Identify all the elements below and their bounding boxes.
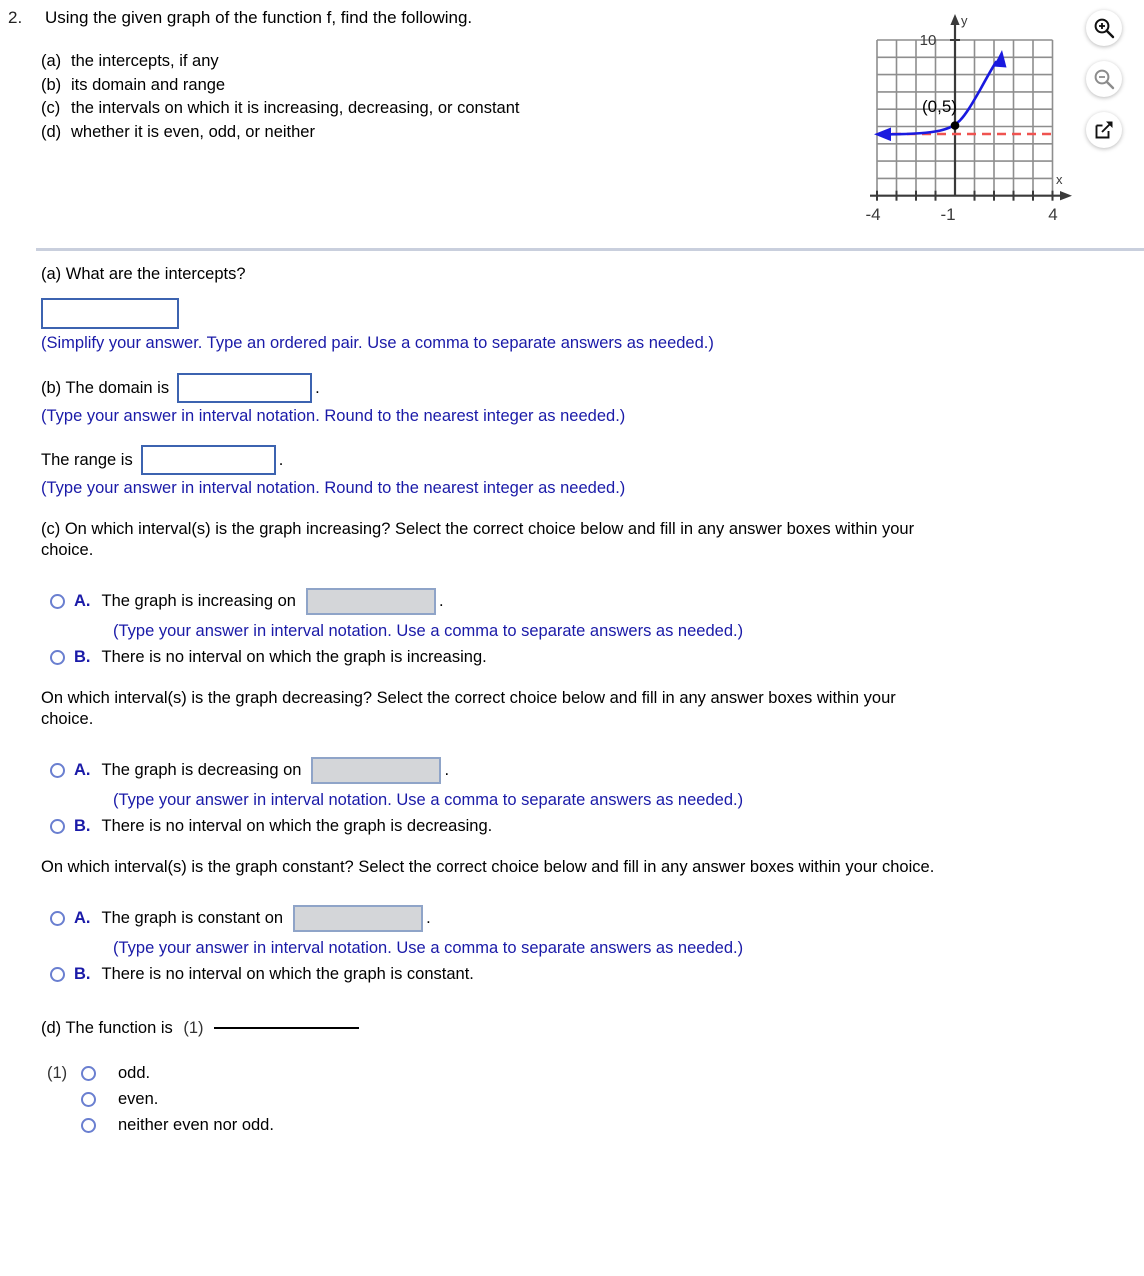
domain-label: (b) The domain is	[41, 378, 170, 397]
graph-canvas	[860, 4, 1075, 234]
increasing-choice-a-text: The graph is increasing on	[101, 592, 296, 610]
graph-gridlines	[877, 40, 1053, 196]
answer-block-constant	[41, 857, 1141, 984]
constant-choice-a-letter: A.	[74, 909, 91, 927]
increasing-choice-b-letter: B.	[74, 648, 91, 666]
zoom-in-button[interactable]	[1086, 10, 1122, 46]
function-graph[interactable]	[860, 4, 1075, 234]
increasing-choice-b-radio[interactable]	[50, 650, 65, 665]
popout-icon	[1093, 119, 1115, 141]
section-divider	[36, 248, 1144, 251]
increasing-choice-a-letter: A.	[74, 592, 91, 610]
domain-hint: (Type your answer in interval notation. Round to the nearest integer as needed.)	[41, 407, 626, 425]
question-part-a-tag: (a)	[41, 52, 62, 70]
decreasing-choice-b-letter: B.	[74, 817, 91, 835]
question-part-d-text: whether it is even, odd, or neither	[71, 122, 315, 141]
zoom-out-icon	[1093, 68, 1115, 90]
parity-option-neither[interactable]	[47, 1116, 1141, 1135]
question-part-b-text: its domain and range	[71, 75, 226, 94]
parity-option-even[interactable]	[47, 1090, 1141, 1109]
decreasing-choice-a-letter: A.	[74, 761, 91, 779]
increasing-choice-a-radio[interactable]	[50, 594, 65, 609]
range-input[interactable]	[141, 445, 276, 475]
question-stem: Using the given graph of the function f, find the following.	[45, 8, 473, 27]
decreasing-choice-b-text: There is no interval on which the graph is decreasing.	[101, 817, 493, 835]
function-parity-ref[interactable]: (1)	[183, 1019, 204, 1037]
increasing-interval-input[interactable]	[306, 588, 436, 615]
range-label: The range is	[41, 450, 133, 469]
constant-choice-b-letter: B.	[74, 965, 91, 983]
plotted-point-0-5	[951, 121, 960, 130]
constant-choice-b-radio[interactable]	[50, 967, 65, 982]
graph-y-tick-10: 10	[919, 32, 937, 49]
range-period: .	[278, 450, 284, 469]
answer-block-d	[41, 1018, 1141, 1135]
parity-option-neither-label: neither even nor odd.	[118, 1116, 274, 1134]
question-part-a-text: the intercepts, if any	[71, 52, 219, 70]
increasing-hint: (Type your answer in interval notation. Use a comma to separate answers as needed.)	[113, 622, 744, 640]
constant-hint: (Type your answer in interval notation. Use a comma to separate answers as needed.)	[113, 939, 744, 957]
parity-option-neither-radio[interactable]	[81, 1118, 96, 1133]
range-hint: (Type your answer in interval notation. Round to the nearest integer as needed.)	[41, 479, 626, 497]
decreasing-prompt-line2: choice.	[41, 710, 94, 728]
intercepts-hint: (Simplify your answer. Type an ordered pair. Use a comma to separate answers as needed.)	[41, 334, 714, 352]
constant-choice-a-text: The graph is constant on	[101, 909, 284, 927]
question-part-c	[41, 97, 519, 121]
answer-block-b-domain	[41, 373, 1141, 426]
domain-input[interactable]	[177, 373, 312, 403]
decreasing-prompt-line1: On which interval(s) is the graph decreasing? Select the correct choice below and fill in any answer boxes within your	[41, 689, 896, 707]
intercepts-prompt: (a) What are the intercepts?	[41, 265, 246, 283]
constant-choice-a[interactable]	[50, 905, 1141, 932]
parity-option-odd[interactable]	[47, 1064, 1141, 1083]
graph-x-tick-neg4: -4	[865, 205, 881, 224]
question-part-c-text: the intervals on which it is increasing, decreasing, or constant	[71, 99, 520, 117]
graph-y-axis-label: y	[961, 13, 968, 28]
decreasing-hint: (Type your answer in interval notation. Use a comma to separate answers as needed.)	[113, 791, 744, 809]
question-parts-list	[41, 50, 519, 144]
graph-x-tick-4: 4	[1048, 205, 1058, 224]
constant-choice-a-period: .	[426, 909, 431, 927]
decreasing-choice-a-period: .	[444, 761, 450, 779]
constant-choice-a-radio[interactable]	[50, 911, 65, 926]
decreasing-choice-a-text: The graph is decreasing on	[101, 761, 302, 779]
increasing-choice-a[interactable]	[50, 588, 1141, 615]
decreasing-choice-a[interactable]	[50, 757, 1141, 784]
increasing-choice-a-period: .	[438, 592, 444, 610]
parity-option-even-label: even.	[118, 1090, 159, 1108]
question-part-d-tag: (d)	[41, 122, 62, 141]
parity-option-odd-label: odd.	[118, 1064, 151, 1082]
zoom-out-button[interactable]	[1086, 61, 1122, 97]
decreasing-choice-b-radio[interactable]	[50, 819, 65, 834]
decreasing-choice-a-radio[interactable]	[50, 763, 65, 778]
zoom-in-icon	[1093, 17, 1115, 39]
answer-block-b-range	[41, 445, 1141, 498]
function-curve	[874, 50, 1007, 141]
question-part-b	[41, 74, 519, 98]
increasing-choice-b[interactable]	[50, 648, 1141, 667]
graph-x-axis-label: x	[1056, 172, 1063, 187]
intercepts-input[interactable]	[41, 298, 179, 329]
increasing-choice-b-text: There is no interval on which the graph is increasing.	[101, 648, 487, 666]
question-number: 2.	[8, 8, 23, 27]
parity-dropdown-ref: (1)	[47, 1064, 68, 1082]
question-part-c-tag: (c)	[41, 99, 61, 117]
increasing-prompt-line2: choice.	[41, 541, 94, 559]
parity-option-even-radio[interactable]	[81, 1092, 96, 1107]
constant-choice-b[interactable]	[50, 965, 1141, 984]
function-parity-prompt-row	[41, 1018, 1141, 1039]
function-parity-blank[interactable]	[214, 1027, 359, 1029]
answer-block-a	[41, 264, 1141, 353]
graph-x-tick-neg1: -1	[940, 205, 956, 224]
point-label-0-5: (0,5)	[922, 97, 957, 116]
popout-button[interactable]	[1086, 112, 1122, 148]
domain-period: .	[315, 378, 320, 397]
question-part-a	[41, 50, 519, 74]
constant-choice-b-text: There is no interval on which the graph is constant.	[101, 965, 474, 983]
question-part-d	[41, 121, 519, 145]
decreasing-choice-b[interactable]	[50, 817, 1141, 836]
parity-option-odd-radio[interactable]	[81, 1066, 96, 1081]
answer-area	[41, 264, 1141, 1135]
decreasing-interval-input[interactable]	[311, 757, 441, 784]
constant-interval-input[interactable]	[293, 905, 423, 932]
constant-prompt-line1: On which interval(s) is the graph constant? Select the correct choice below and fill in any answer boxes within your choice.	[41, 858, 935, 876]
answer-block-increasing	[41, 519, 1141, 667]
answer-block-decreasing	[41, 688, 1141, 836]
function-parity-prompt: (d) The function is	[41, 1019, 173, 1037]
question-part-b-tag: (b)	[41, 75, 62, 94]
increasing-prompt-line1: (c) On which interval(s) is the graph increasing? Select the correct choice below and fill in any answer boxes within your	[41, 520, 915, 538]
